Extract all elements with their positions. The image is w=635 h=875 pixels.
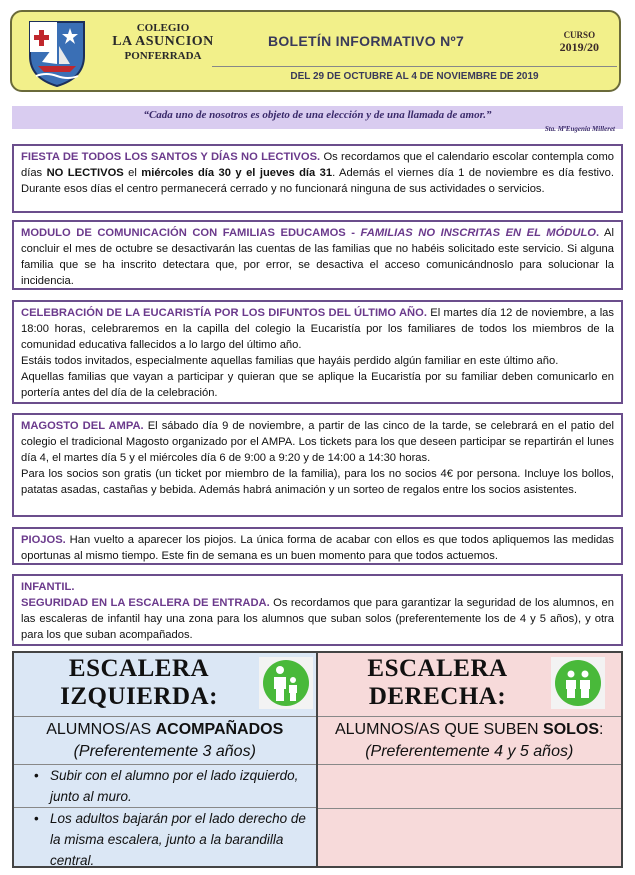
section-educamos	[12, 220, 623, 290]
left-stairs-bullet-2	[14, 808, 316, 870]
newsletter-header	[10, 10, 621, 92]
section-holidays-heading: FIESTA DE TODOS LOS SANTOS Y DÍAS NO LECTIVOS.	[21, 151, 321, 163]
left-stairs-subtitle	[14, 716, 316, 741]
quote-banner	[12, 106, 623, 133]
section-lice-text	[21, 532, 614, 564]
heading-run: INFANTIL.	[21, 581, 75, 593]
text-run: Os recordamos que para garantizar la seguridad de los alumnos, en las escaleras de infantil hay una zona para los alumnos que suban solos (preferentemente los de 4 y 5 años), y otra para los que suban acompañados.	[21, 597, 614, 642]
bold-run: NO LECTIVOS	[46, 167, 124, 180]
section-eucharist	[12, 300, 623, 404]
right-stairs-divider	[318, 808, 622, 809]
school-year-label: CURSO	[563, 30, 596, 40]
bold-run: miércoles día 30 y el jueves día 31	[141, 167, 333, 180]
heading-run: MODULO DE COMUNICACIÓN CON FAMILIAS EDUCAMOS -	[21, 227, 361, 239]
school-crest-icon	[26, 18, 88, 88]
section-eucharist-text	[21, 305, 614, 353]
bold-run: SOLOS	[543, 721, 600, 738]
section-magosto-text	[21, 418, 614, 466]
school-name-line1: COLEGIO	[136, 22, 190, 34]
text-run: ALUMNOS/AS QUE SUBEN	[334, 721, 544, 738]
section-infantil-text	[21, 595, 614, 643]
section-magosto-heading: MAGOSTO DEL AMPA.	[21, 420, 144, 432]
school-name-line3: PONFERRADA	[124, 50, 202, 62]
section-holidays-text	[21, 149, 614, 197]
right-stairs-title-line1: ESCALERA	[367, 655, 508, 682]
text-run: el	[123, 167, 142, 180]
right-stairs-column	[318, 653, 622, 866]
section-infantil	[12, 574, 623, 646]
bold-run: ACOMPAÑADOS	[155, 721, 284, 738]
right-stairs-age: (Preferentemente 4 y 5 años)	[318, 741, 622, 765]
text-run: :	[599, 721, 604, 738]
heading-italic-run: FAMILIAS NO INSCRITAS EN EL MÓDULO	[360, 227, 597, 239]
heading-run: .	[596, 227, 600, 239]
left-stairs-title	[14, 655, 264, 711]
left-stairs-title-line2: IZQUIERDA:	[60, 683, 218, 710]
quote-author: Sta. MªEugenia Milleret	[544, 125, 615, 133]
quote-text: “Cada uno de nosotros es objeto de una elección y de una llamada de amor.”	[143, 109, 492, 121]
section-infantil-heading	[21, 579, 614, 595]
header-divider	[212, 66, 617, 67]
section-magosto-p2: Para los socios son gratis (un ticket por miembro de la familia), para los no socios 4€ por persona. Incluye los bollos, patatas asadas, castañas y bebida. Además habrá animación y un sorteo de regalos entre los socios asistentes.	[21, 468, 614, 497]
section-magosto	[12, 413, 623, 517]
text-run: El martes día 12 de noviembre, a las 18:00 horas, celebraremos en la capilla del colegio la Eucaristía por los familiares de todos los miembros de la comunidad educativa fallecidos a lo largo del último año.	[21, 307, 614, 352]
bullet-text: Los adultos bajarán por el lado derecho de la misma escalera, junto a la barandilla central.	[50, 811, 306, 868]
section-eucharist-p3: Aquellas familias que vayan a participar y quieran que se aplique la Eucaristía por su familiar deben comunicarlo en portería antes del día de la celebración.	[21, 371, 614, 400]
left-stairs-title-line1: ESCALERA	[68, 655, 210, 682]
school-year	[560, 30, 599, 55]
left-stairs-age: (Preferentemente 3 años)	[14, 741, 316, 765]
text-run: . Además el viernes día 1 de noviembre es día festivo. Durante esos días el centro permanecerá cerrado y no funcionará ninguna de sus actividades o servicios.	[21, 167, 614, 196]
school-year-value: 2019/20	[559, 40, 599, 54]
section-stairs-heading: SEGURIDAD EN LA ESCALERA DE ENTRADA.	[21, 597, 270, 610]
section-lice-heading: PIOJOS.	[21, 534, 66, 546]
text-run: ALUMNOS/AS	[46, 721, 156, 738]
newsletter-dates: DEL 29 DE OCTUBRE AL 4 DE NOVIEMBRE DE 2019	[290, 71, 539, 82]
section-eucharist-heading: CELEBRACIÓN DE LA EUCARISTÍA POR LOS DIFUNTOS DEL ÚLTIMO AÑO.	[21, 307, 427, 319]
text-run: El sábado día 9 de noviembre, a partir de las cinco de la tarde, se celebrará en el patio del colegio el tradicional Magosto organizado por el AMPA. Los tickets para los que deseen participar se repartirán el lunes día 4, el martes día 5 y el miércoles día 6 de 9:00 a 9:20 y de 14:00 a 14:30 horas.	[21, 420, 614, 465]
stairs-table	[12, 651, 623, 868]
school-name	[98, 22, 228, 62]
left-stairs-column	[14, 653, 318, 866]
two-children-icon	[551, 657, 605, 709]
section-lice	[12, 527, 623, 565]
right-stairs-subtitle	[318, 716, 622, 741]
text-run: Os recordamos que el calendario escolar contempla como días	[21, 151, 614, 180]
left-stairs-bullet-1	[14, 765, 316, 808]
newsletter-title: BOLETÍN INFORMATIVO Nº7	[267, 33, 465, 49]
school-name-line2: LA ASUNCION	[112, 34, 214, 49]
bullet-icon: •	[34, 811, 39, 826]
section-educamos-text	[21, 225, 614, 289]
section-educamos-heading	[21, 227, 599, 239]
section-eucharist-p2: Estáis todos invitados, especialmente aquellas familias que hayáis perdido algún familiar en este último año.	[21, 355, 559, 368]
right-stairs-title-line2: DERECHA:	[368, 683, 507, 710]
right-stairs-title	[318, 655, 558, 711]
adult-child-icon	[259, 657, 313, 709]
text-run: Al concluir el mes de octubre se desactivarán las cuentas de las familias que no habéis solicitado este servicio. Si alguna familia que se ha inscrito detectara que, por error, se desactiva el acceso comunicándnoslo para solucionar la incidencia.	[21, 227, 614, 288]
text-run: Han vuelto a aparecer los piojos. La única forma de acabar con ellos es que todos apliquemos las medidas oportunas al mismo tiempo. Este fin de semana es un buen momento para que todos actuemos.	[21, 534, 614, 563]
bullet-text: Subir con el alumno por el lado izquierdo, junto al muro.	[50, 768, 299, 804]
bullet-icon: •	[34, 768, 39, 783]
section-holidays	[12, 144, 623, 213]
